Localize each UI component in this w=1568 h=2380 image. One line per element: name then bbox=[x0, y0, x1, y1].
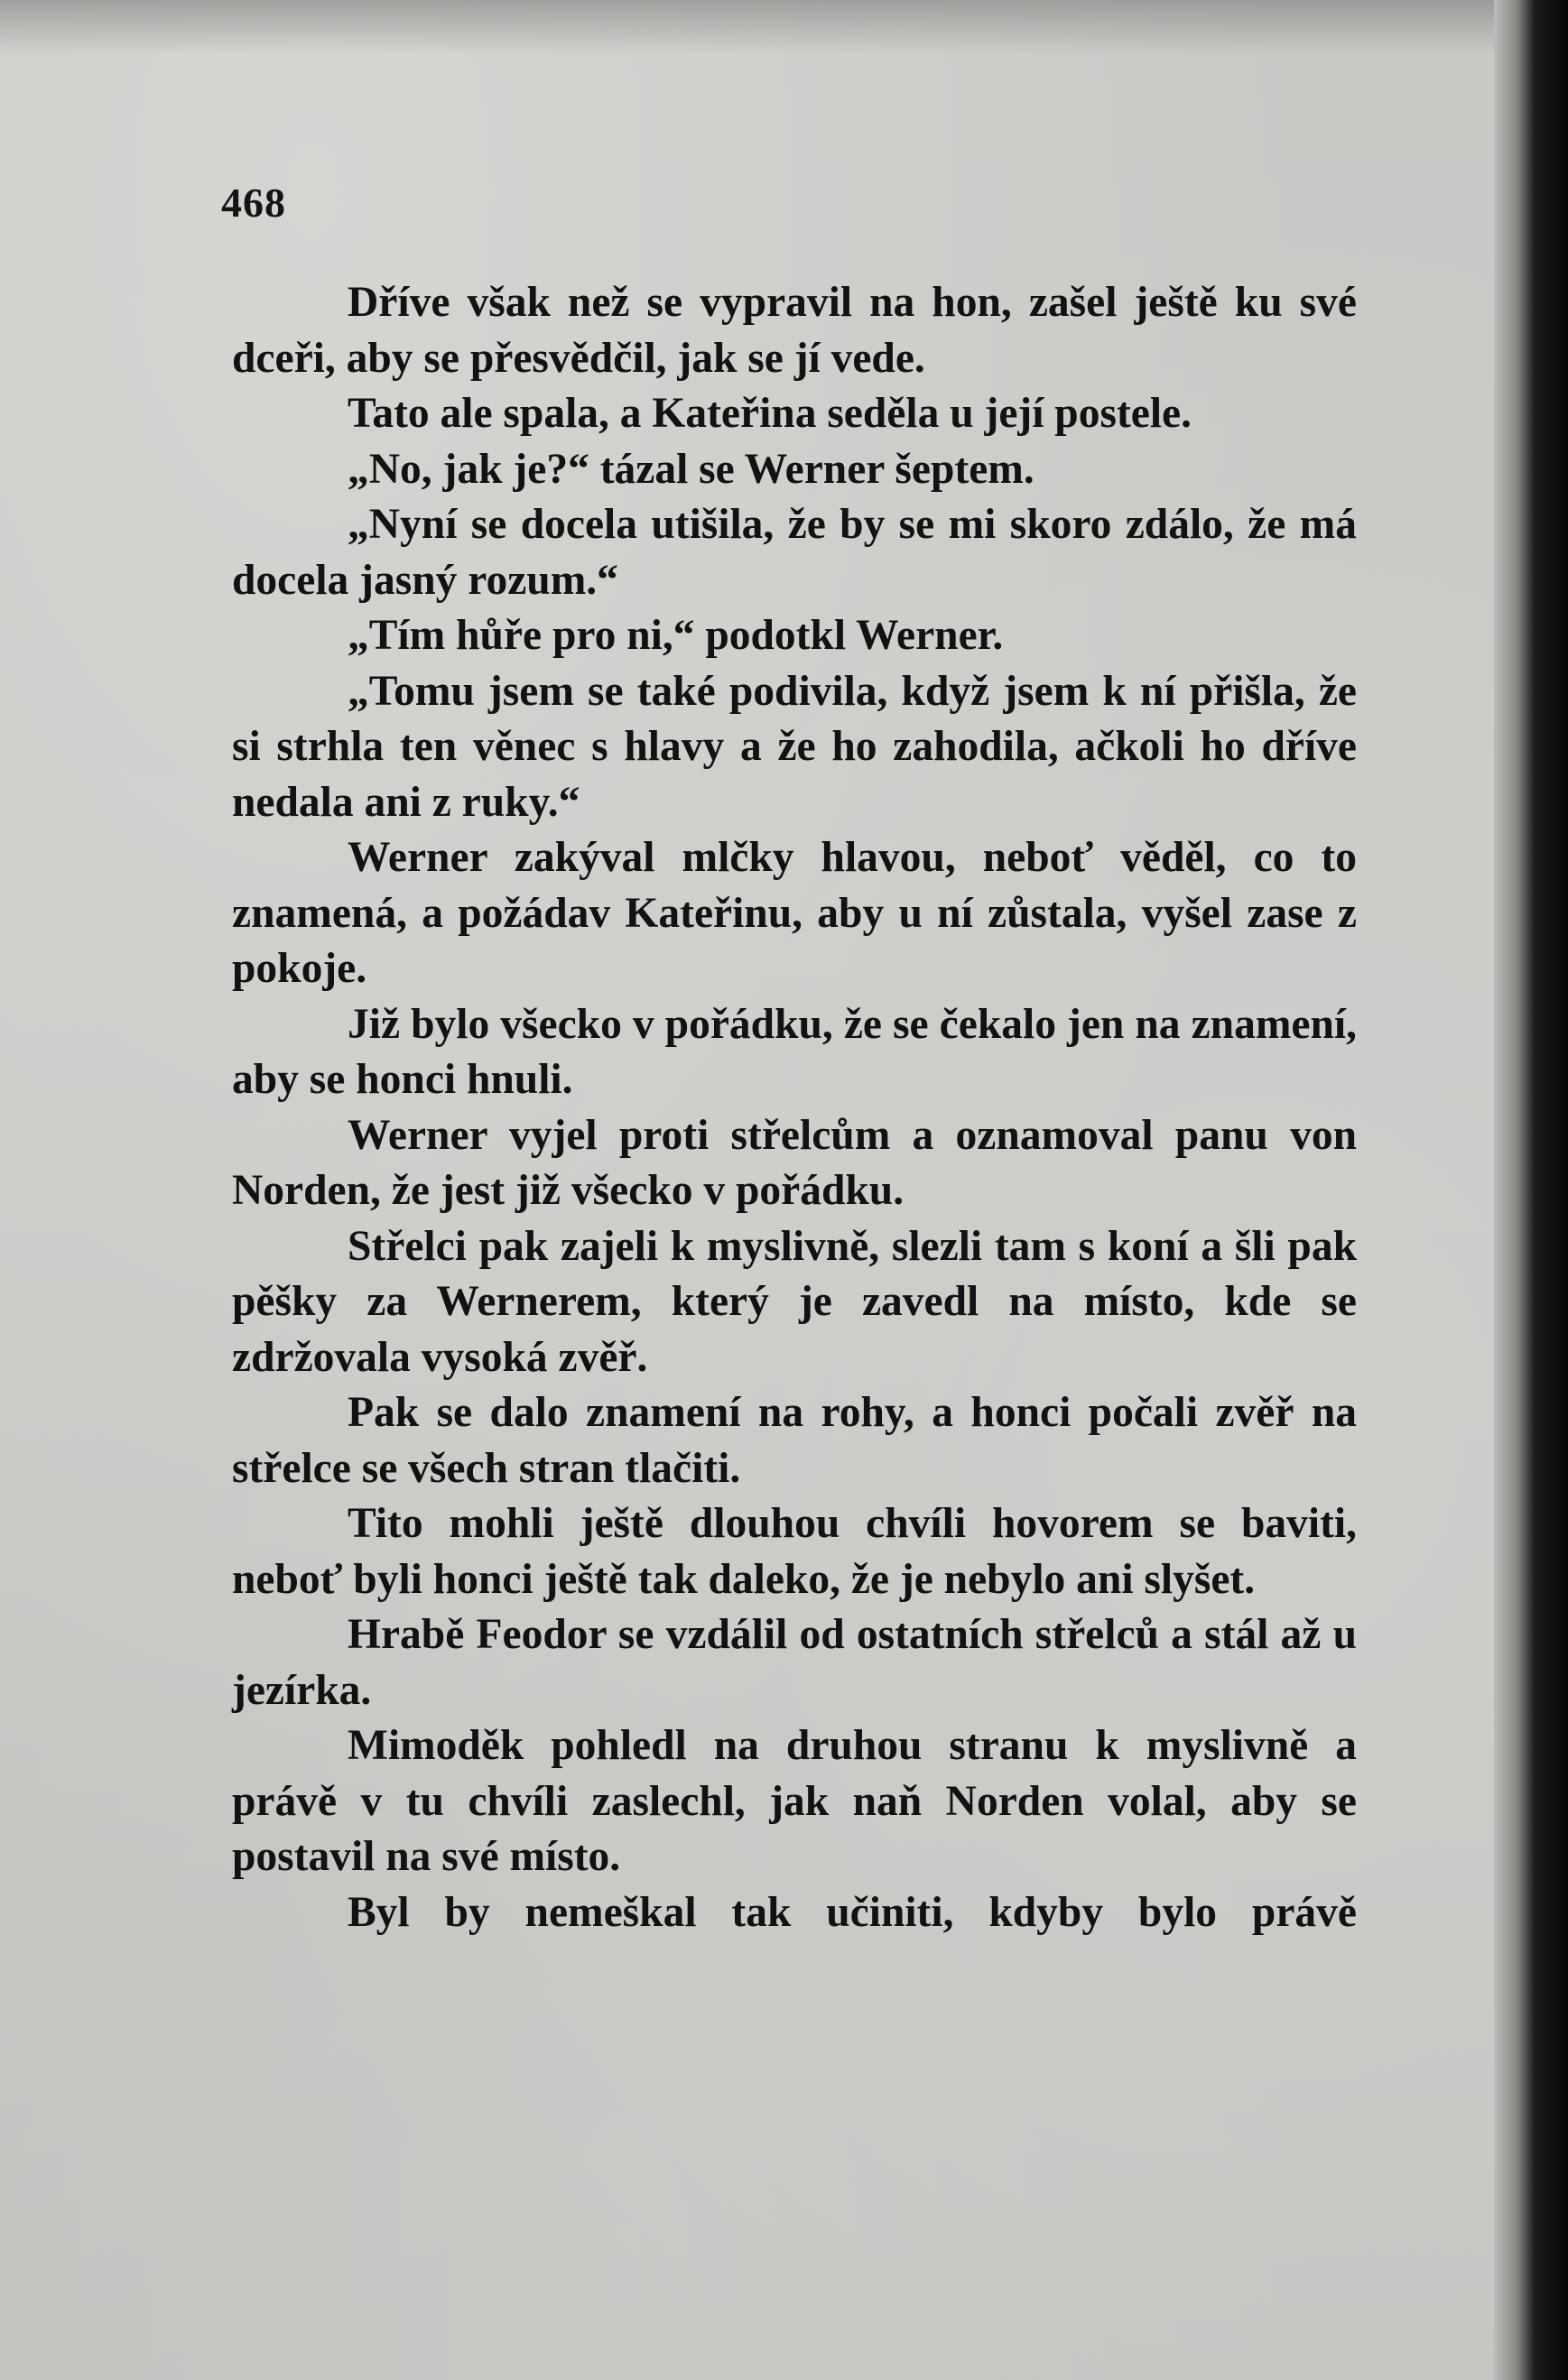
paragraph-1: Dříve však než se vypravil na hon, zašel ještě ku své dceři, aby se přesvědčil, jak se jí vede. bbox=[232, 279, 1357, 382]
page-top-shadow bbox=[0, 0, 1568, 54]
page-binding-edge bbox=[1494, 0, 1568, 2380]
paragraph-12: Tito mohli ještě dlouhou chvíli hovorem se baviti, neboť byli honci ještě tak daleko, že je nebylo ani slyšet. bbox=[232, 1500, 1357, 1603]
paragraph-8: Již bylo všecko v pořádku, že se čekalo jen na znamení, aby se honci hnuli. bbox=[232, 1000, 1357, 1103]
paragraph-9: Werner vyjel proti střelcům a oznamoval panu von Norden, že jest již všecko v pořádku. bbox=[232, 1111, 1357, 1214]
paragraph-6: „Tomu jsem se také podivila, když jsem k ní přišla, že si strhla ten věnec s hlavy a že ho zahodila, ačkoli ho dříve nedala ani z ruky.“ bbox=[232, 667, 1357, 826]
paragraph-7: Werner zakýval mlčky hlavou, neboť věděl, co to znamená, a požádav Kateřinu, aby u ní zůstala, vyšel zase z pokoje. bbox=[232, 834, 1357, 992]
paragraph-15: Byl by nemeškal tak učiniti, kdyby bylo právě bbox=[348, 1888, 1357, 1936]
paragraph-14: Mimoděk pohledl na druhou stranu k myslivně a právě v tu chvíli zaslechl, jak naň Norden volal, aby se postavil na své místo. bbox=[232, 1722, 1357, 1880]
paragraph-3: „No, jak je?“ tázal se Werner šeptem. bbox=[348, 445, 1035, 493]
body-text bbox=[232, 275, 1357, 1940]
paragraph-10: Střelci pak zajeli k myslivně, slezli tam s koní a šli pak pěšky za Wernerem, který je zavedl na místo, kde se zdržovala vysoká zvěř. bbox=[232, 1222, 1357, 1381]
paragraph-4: „Nyní se docela utišila, že by se mi skoro zdálo, že má docela jasný rozum.“ bbox=[232, 501, 1357, 604]
paragraph-2: Tato ale spala, a Kateřina seděla u její postele. bbox=[348, 390, 1192, 437]
paragraph-5: „Tím hůře pro ni,“ podotkl Werner. bbox=[348, 612, 1004, 659]
page-number: 468 bbox=[221, 180, 286, 226]
paragraph-13: Hrabě Feodor se vzdálil od ostatních střelců a stál až u jezírka. bbox=[232, 1611, 1357, 1714]
paragraph-11: Pak se dalo znamení na rohy, a honci počali zvěř na střelce se všech stran tlačiti. bbox=[232, 1389, 1357, 1492]
